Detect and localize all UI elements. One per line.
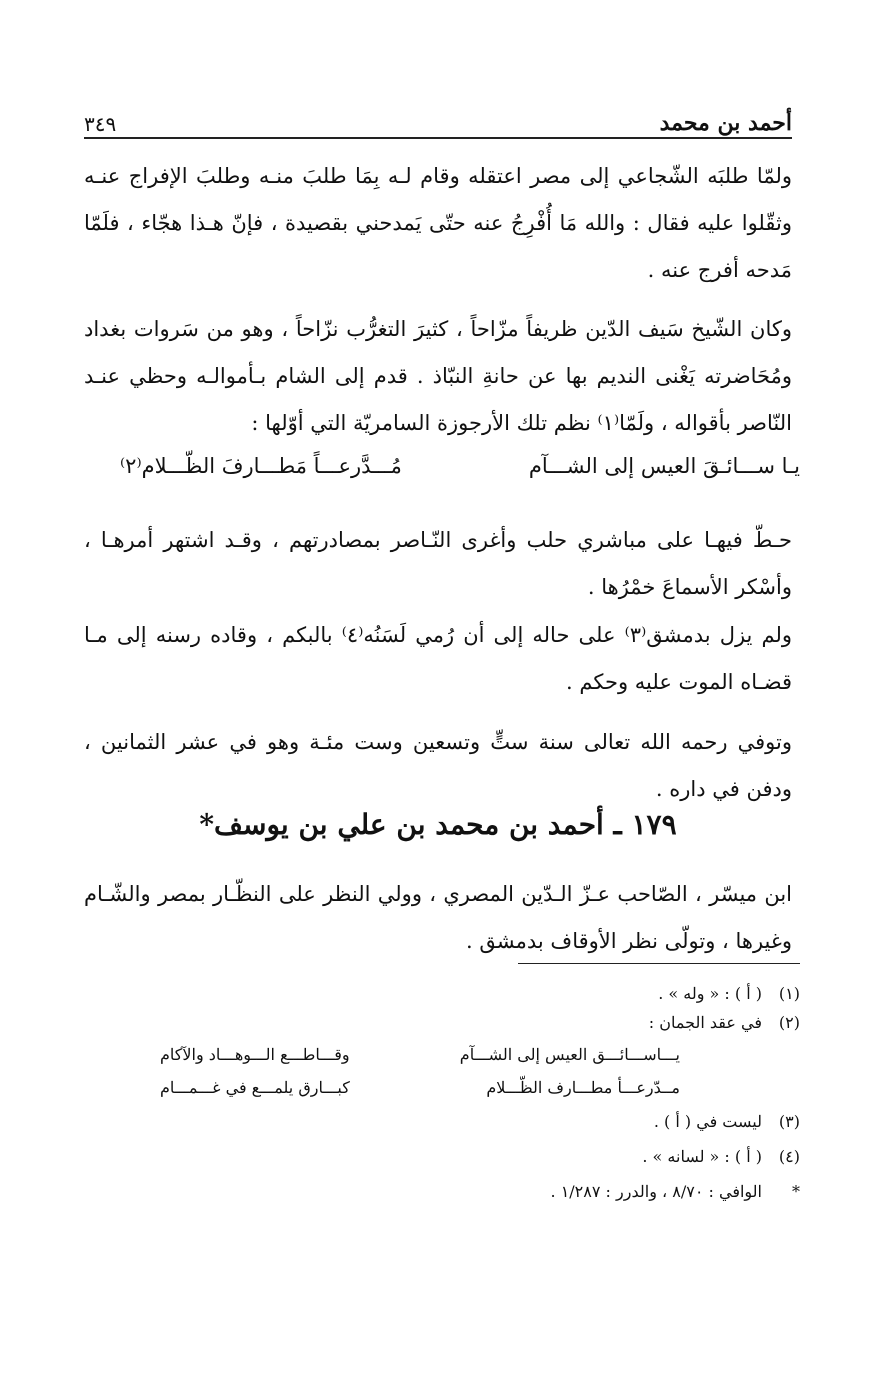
footnote-number: (٢) xyxy=(778,1013,800,1032)
paragraph-2: وكان الشّيخ سَيف الدّين ظريفاً مزّاحاً ، كثيرَ التغرُّب نزّاحاً ، وهو من سَروات بغداد ومُحَاضرته يَغْنى النديم بها عن حانةِ النبّاذ . قدم إلى الشام بـأموالـه وحظي عنـد النّاصر بأقواله ، ولَمّا⁽١⁾ نظم تلك الأرجوزة السامريّة التي أوّلها : xyxy=(84,317,792,435)
paragraph-3: حـطّ فيهـا على مباشري حلب وأغرى النّـاصر بمصادرتهم ، وقـد اشتهر أمرهـا ، وأسْكر الأسماعَ خمْرُها . xyxy=(84,528,792,599)
footnote-verse-right: مــدّرعـــأ مطـــارف الظّـــلام xyxy=(486,1078,680,1097)
footnote-source xyxy=(160,1180,800,1204)
poem-hemistich-left: مُـــدَّرعـــاً مَطـــارفَ الظّـــلام⁽٢⁾ xyxy=(120,454,402,478)
paragraph-4: ولم يزل بدمشق⁽٣⁾ على حاله إلى أن رُمي لَسَنُه⁽٤⁾ بالبكم ، وقاده رسنه إلى مـا قضـاه الموت عليه وحكم . xyxy=(84,623,792,694)
footnote-number: (١) xyxy=(778,984,800,1003)
footnote-3 xyxy=(160,1110,800,1134)
paragraph-6: ابن ميسّر ، الصّاحب عـزّ الـدّين المصري ، وولي النظر على النظّـار بمصر والشّـام وغيرها ، وتولّى نظر الأوقاف بدمشق . xyxy=(84,882,792,953)
footnote-verse-right: يـــاســـائـــق العيس إلى الشـــآم xyxy=(459,1045,680,1064)
footnote-verse-line-2 xyxy=(160,1078,680,1097)
footnote-text: ( أ ) : « وله » . xyxy=(658,984,762,1003)
paragraph-5: وتوفي رحمه الله تعالى سنة ستٍّ وتسعين وست مئـة وهو في عشر الثمانين ، ودفن في داره . xyxy=(84,730,792,801)
poem-verse xyxy=(120,454,800,478)
footnote-1 xyxy=(160,982,800,1006)
footnote-number: (٤) xyxy=(778,1147,800,1166)
footnote-2 xyxy=(160,1011,800,1035)
footnote-text: ليست في ( أ ) . xyxy=(653,1112,762,1131)
header-rule xyxy=(84,137,792,139)
footnote-verse-left: وقـــاطـــع الـــوهـــاد والآكام xyxy=(160,1045,350,1064)
running-title: أحمد بن محمد xyxy=(659,110,792,136)
footnote-text: ( أ ) : « لسانه » . xyxy=(642,1147,762,1166)
page-number: ٣٤٩ xyxy=(84,112,117,136)
footnote-verse-left: كبـــارق يلمـــع في غـــمـــام xyxy=(160,1078,350,1097)
paragraph-1: ولمّا طلبَه الشّجاعي إلى مصر اعتقله وقام لـه بِمَا طلبَ منـه وطلبَ الإفراج عنـه وثقّلوا عليه فقال : والله مَا أُفْرِجُ عنه حتّى يَمدحني بقصيدة ، فإنّ هـذا هجّاء ، فلَمّا مَدحه أفرج عنه . xyxy=(84,164,792,282)
footnote-text: الوافي : ٨/٧٠ ، والدرر : ١/٢٨٧ . xyxy=(550,1182,762,1201)
footnote-number: (٣) xyxy=(778,1112,800,1131)
footnote-4 xyxy=(160,1145,800,1169)
footnote-verse-line-1 xyxy=(160,1045,680,1064)
poem-hemistich-right: يـا ســـائـقَ العيس إلى الشـــآم xyxy=(528,454,800,478)
footnote-text: في عقد الجمان : xyxy=(648,1013,762,1032)
entry-heading: ١٧٩ ـ أحمد بن محمد بن علي بن يوسف* xyxy=(199,808,677,841)
footnote-number: * xyxy=(792,1182,800,1201)
page-header xyxy=(84,100,792,136)
footnote-separator xyxy=(518,963,800,964)
